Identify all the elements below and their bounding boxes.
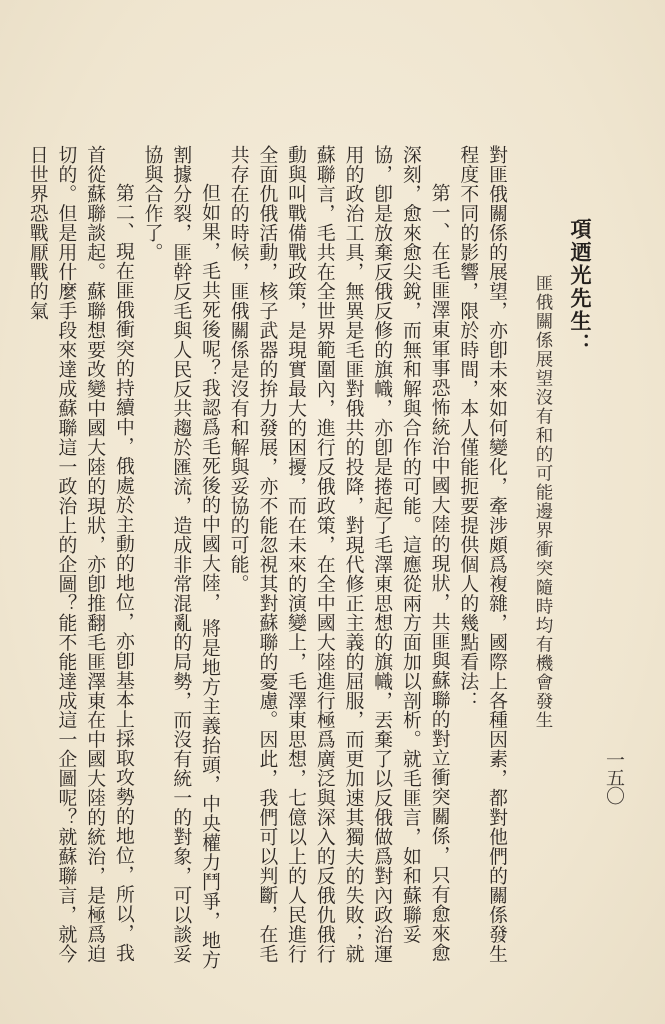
page-number: 一五〇	[603, 750, 625, 804]
paragraph: 第一、在毛匪澤東軍事恐怖統治中國大陸的現狀，共匪與蘇聯的對立衝突關係，只有愈來愈深刻，愈來愈尖銳，而無和解與合作的可能。這應從兩方面加以剖析。就毛匪言，如和蘇聯妥協，卽是放棄反俄反修的旗幟，亦卽是捲起了毛澤東思想的旗幟，丟棄了以反俄做爲對內政治運用的政治工具，無異是毛匪對俄共的投降，對現代修正主義的屈服，而更加速其獨夫的失敗；就蘇聯言，毛共在全世界範圍內，進行反俄政策，在全中國大陸進行極爲廣泛與深入的反俄仇俄行動與叫戰備戰政策，是現實最大的困擾，而在未來的演變上，毛澤東思想，七億以上的人民進行全面仇俄活動，核子武器的拚力發展，亦不能忽視其對蘇聯的憂慮。因此，我們可以判斷，在毛共存在的時候，匪俄關係是沒有和解與妥協的可能。	[227, 145, 450, 964]
paragraph: 對匪俄關係的展望，亦卽未來如何變化，牽涉頗爲複雜，國際上各種因素，都對他們的關係發生程度不同的影響，限於時間，本人僅能扼要提供個人的幾點看法：	[457, 145, 507, 964]
paragraph: 第二、現在匪俄衝突的持續中，俄處於主動的地位，亦卽基本上採取攻勢的地位，所以，我首從蘇聯談起。蘇聯想要改變中國大陸的現狀，亦卽推翻毛匪澤東在中國大陸的統治，是極爲迫切的。但是用什麼手段來達成蘇聯這一政治上的企圖？能不能達成這一企圖呢？就蘇聯言，就今日世界恐戰厭戰的氣	[26, 145, 134, 964]
paragraph: 但如果，毛共死後呢？我認爲毛死後的中國大陸， 將是地方主義抬頭，中央權力鬥爭，地方割據分裂，匪幹反毛與人民反共趨於匯流，造成非常混亂的局勢，而沒有統一的對象，可以談妥協與合作了。	[141, 145, 220, 969]
speaker-name: 項迺光先生：	[568, 218, 593, 356]
section-subtitle: 匪俄關係展望沒有和的可能邊界衝突隨時均有機會發生	[533, 274, 553, 730]
body-text	[26, 145, 510, 975]
